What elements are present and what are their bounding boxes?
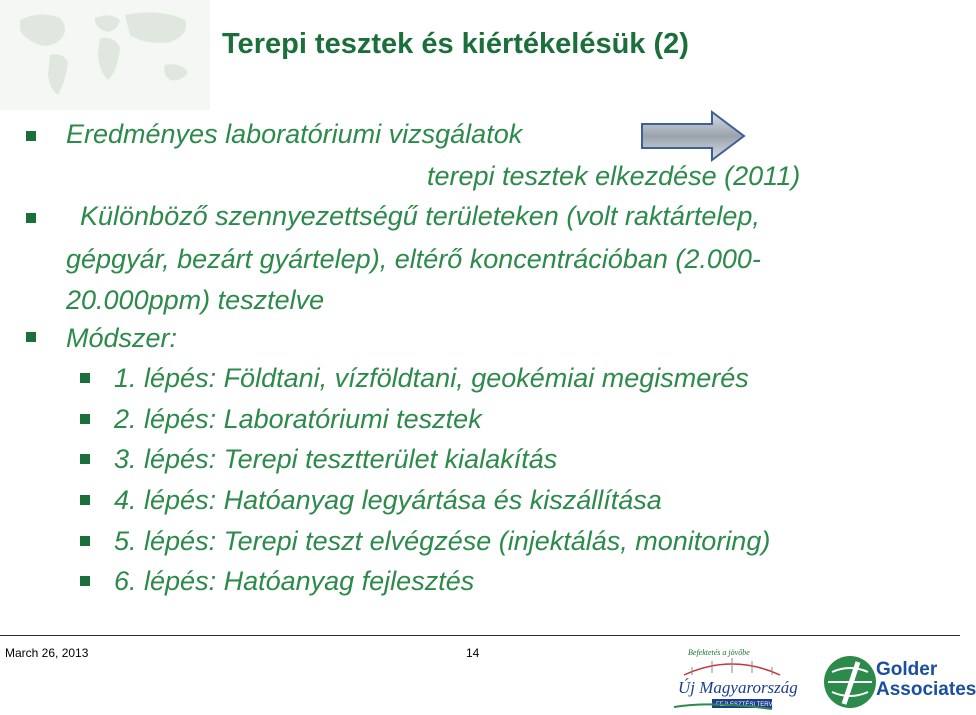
bullet-text: Módszer: [66, 323, 178, 353]
step-bullet-marker [80, 454, 90, 464]
step-bullet-marker [80, 536, 90, 546]
bullet-marker [26, 131, 36, 141]
uj-magyarorszag-logo [672, 645, 798, 713]
step-item: 2. lépés: Laboratóriumi tesztek [114, 404, 482, 434]
footer-date: March 26, 2013 [5, 646, 89, 660]
step-bullet-marker [80, 373, 90, 383]
arrow-right-icon [640, 110, 746, 162]
bullet-marker [26, 332, 36, 342]
step-item: 1. lépés: Földtani, vízföldtani, geokémiai megismerés [114, 363, 749, 393]
golder-logo-text [876, 660, 976, 700]
golder-globe-icon [822, 654, 878, 710]
step-bullet-marker [80, 495, 90, 505]
bullet-text-line: 20.000ppm) tesztelve [66, 285, 325, 315]
bullet-marker [26, 213, 36, 223]
footer-divider [0, 635, 960, 636]
logo-tagline: Befektetés a jövőbe [688, 648, 750, 657]
golder-logo-line1: Golder [876, 659, 938, 680]
logo-subtitle: FEJLESZTÉSI TERV [716, 702, 773, 708]
slide-title: Terepi tesztek és kiértékelésük (2) [222, 28, 689, 60]
step-item: 3. lépés: Terepi tesztterület kialakítás [114, 444, 558, 474]
bullet-text-continuation: terepi tesztek elkezdése (2011) [427, 161, 801, 191]
step-item: 4. lépés: Hatóanyag legyártása és kiszállítása [114, 485, 662, 515]
step-item: 5. lépés: Terepi teszt elvégzése (injektálás, monitoring) [114, 526, 771, 556]
bullet-text: Eredményes laboratóriumi vizsgálatok [66, 119, 523, 149]
step-bullet-marker [80, 414, 90, 424]
step-item: 6. lépés: Hatóanyag fejlesztés [114, 566, 475, 596]
golder-logo-line2: Associates [876, 679, 976, 700]
page-number: 14 [466, 646, 480, 660]
step-bullet-marker [80, 576, 90, 586]
bullet-text-line: gépgyár, bezárt gyártelep), eltérő koncentrációban (2.000- [66, 244, 761, 274]
world-map-graphic [0, 0, 210, 110]
logo-name: Új Magyarország [678, 678, 798, 697]
bullet-text: Különböző szennyezettségű területeken (volt raktártelep, [80, 201, 760, 231]
